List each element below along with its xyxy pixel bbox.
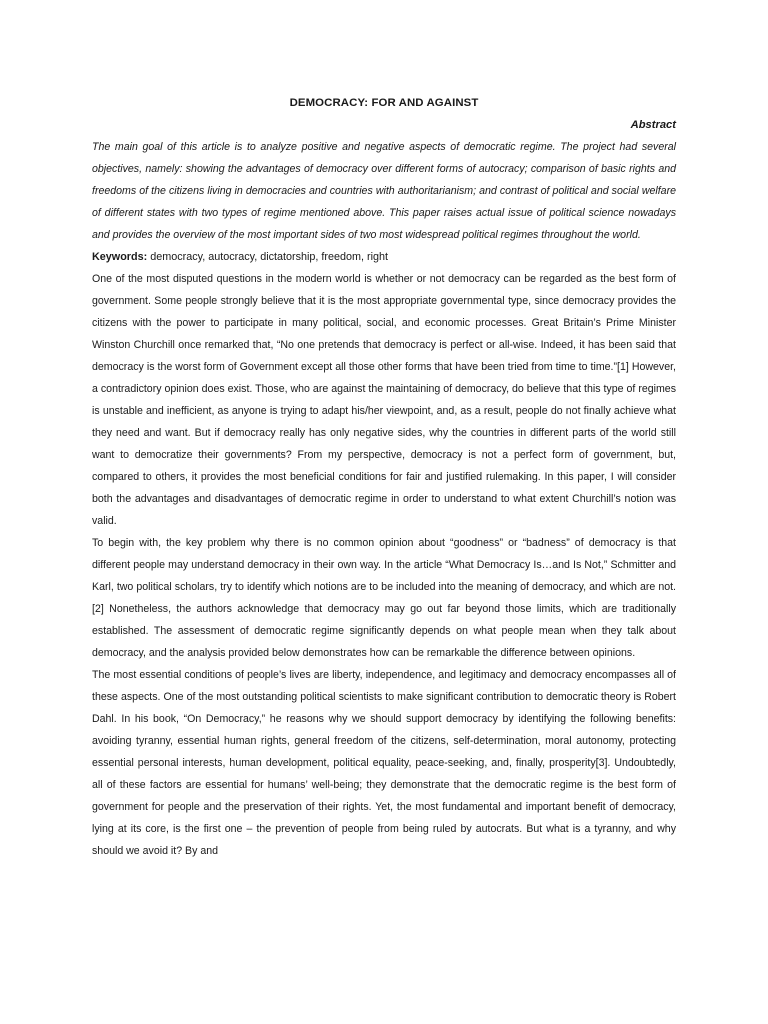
- body-paragraph-3: The most essential conditions of people’s lives are liberty, independence, and legitimacy and democracy encompasses all of these aspects. One of the most outstanding political scientists to make significant contribution to democratic theory is Robert Dahl. In his book, “On Democracy,” he reasons why we should support democracy by identifying the following benefits: avoiding tyranny, essential human rights, general freedom of the citizens, self-determination, moral autonomy, protecting essential personal interests, human development, political equality, peace-seeking, and, finally, prosperity[3]. Undoubtedly, all of these factors are essential for humans’ well-being; they demonstrate that the democratic regime is the best form of government for people and the preservation of their rights. Yet, the most fundamental and important benefit of democracy, lying at its core, is the first one – the prevention of people from being ruled by autocrats. But what is a tyranny, and why should we avoid it? By and: [92, 669, 676, 857]
- keywords-line: [92, 246, 676, 268]
- body-paragraph-1: One of the most disputed questions in the modern world is whether or not democracy can be regarded as the best form of government. Some people strongly believe that it is the most appropriate governmental type, since democracy provides the citizens with the power to participate in many political, social, and economic processes. Great Britain’s Prime Minister Winston Churchill once remarked that, “No one pretends that democracy is perfect or all-wise. Indeed, it has been said that democracy is the worst form of Government except all those other forms that have been tried from time to time.”[1] However, a contradictory opinion does exist. Those, who are against the maintaining of democracy, do believe that this type of regimes is unstable and inefficient, as anyone is trying to adapt his/her viewpoint, and, as a result, people do not finally achieve what they need and want. But if democracy really has only negative sides, why the countries in different parts of the world still want to democratize their governments? From my perspective, democracy is not a perfect form of government, but, compared to others, it provides the most beneficial conditions for fair and justified rulemaking. In this paper, I will consider both the advantages and disadvantages of democratic regime in order to understand to what extent Churchill’s notion was valid.: [92, 273, 676, 527]
- abstract-text: The main goal of this article is to analyze positive and negative aspects of democratic regime. The project had several objectives, namely: showing the advantages of democracy over different forms of autocracy; comparison of basic rights and freedoms of the citizens living in democracies and countries with authoritarianism; and contrast of political and social welfare of different states with two types of regime mentioned above. This paper raises actual issue of political science nowadays and provides the overview of the most important sides of two most widespread political regimes throughout the world.: [92, 141, 676, 241]
- keywords-label: Keywords:: [92, 251, 148, 263]
- document-page: [92, 92, 676, 862]
- document-title: DEMOCRACY: FOR AND AGAINST: [289, 97, 479, 109]
- keywords-text: democracy, autocracy, dictatorship, freedom, right: [147, 251, 389, 263]
- abstract-heading: Abstract: [630, 119, 676, 131]
- body-paragraph-2: To begin with, the key problem why there is no common opinion about “goodness” or “badness” of democracy is that different people may understand democracy in their own way. In the article “What Democracy Is…and Is Not,” Schmitter and Karl, two political scholars, try to identify which notions are to be included into the meaning of democracy, and which are not.[2] Nonetheless, the authors acknowledge that democracy may go out far beyond those limits, which are traditionally established. The assessment of democratic regime significantly depends on what people mean when they talk about democracy, and the analysis provided below demonstrates how can be remarkable the difference between opinions.: [92, 537, 676, 659]
